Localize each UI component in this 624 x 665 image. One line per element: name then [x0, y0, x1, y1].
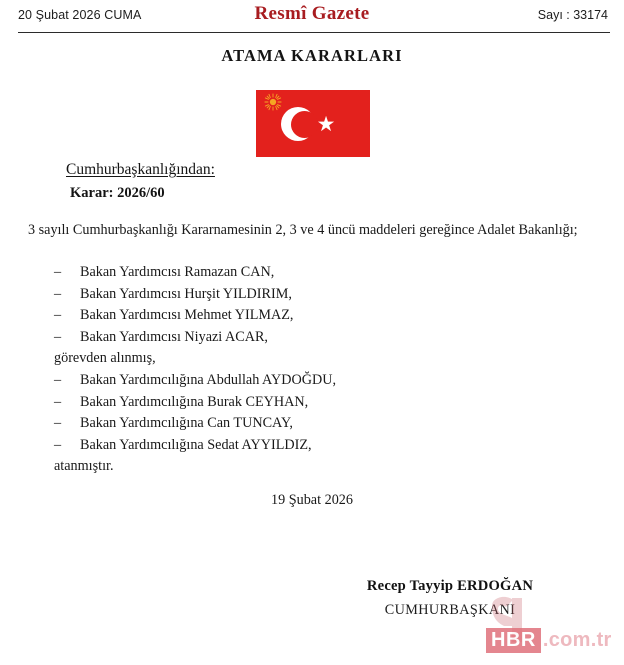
signatory-title: CUMHURBAŞKANI [384, 602, 516, 618]
list-item [28, 262, 596, 284]
list-item [28, 284, 596, 306]
watermark-text [486, 628, 612, 652]
masthead-issue-number: Sayı : 33174 [537, 8, 608, 22]
list-item-label: Bakan Yardımcısı Hurşit YILDIRIM, [80, 285, 292, 302]
list-item-dash: – [54, 393, 62, 410]
crescent-cutout [291, 111, 318, 138]
list-item-label: Bakan Yardımcılığına Burak CEYHAN, [80, 393, 309, 410]
masthead-date: 20 Şubat 2026 CUMA [18, 8, 142, 22]
list-item-label: Bakan Yardımcılığına Abdullah AYDOĞDU, [80, 371, 337, 388]
star-icon: ★ [316, 112, 336, 136]
list-item [28, 370, 596, 392]
list-item-label: Bakan Yardımcısı Niyazi ACAR, [80, 328, 268, 345]
appointment-list [28, 262, 596, 478]
list-item [28, 305, 596, 327]
decision-date: 19 Şubat 2026 [271, 492, 353, 508]
list-item-label: Bakan Yardımcısı Mehmet YILMAZ, [80, 307, 294, 324]
list-item [28, 413, 596, 435]
issuing-authority: Cumhurbaşkanlığından: [66, 161, 215, 178]
masthead-divider [18, 32, 610, 33]
list-continuation-line: görevden alınmış, [54, 350, 156, 367]
list-item [28, 435, 596, 457]
list-item-dash: – [54, 415, 62, 432]
sun-emblem-icon [264, 93, 282, 111]
masthead-title: Resmî Gazete [254, 3, 370, 24]
signatory-name: Recep Tayyip ERDOĞAN [366, 578, 534, 594]
body-paragraph: 3 sayılı Cumhurbaşkanlığı Kararnamesinin 2, 3 ve 4 üncü maddeleri gereğince Adalet Bakanlığı; [28, 222, 578, 238]
watermark-brand: HBR [486, 628, 541, 653]
list-item-dash: – [54, 264, 62, 280]
list-continuation-line: atanmıştır. [54, 458, 114, 475]
list-item [28, 392, 596, 414]
signature-block [320, 578, 580, 619]
list-item-label: Bakan Yardımcılığına Sedat AYYILDIZ, [80, 436, 312, 453]
flag-container [256, 90, 370, 157]
list-item [28, 327, 596, 349]
list-item-dash: – [54, 307, 62, 324]
list-item-dash: – [54, 371, 62, 388]
list-item-dash: – [54, 285, 62, 302]
list-item-dash: – [54, 328, 62, 345]
page-title: ATAMA KARARLARI [221, 46, 403, 65]
list-item-label: Bakan Yardımcısı Ramazan CAN, [80, 264, 275, 280]
masthead [0, 0, 624, 34]
decision-number: Karar: 2026/60 [70, 185, 165, 201]
list-item-dash: – [54, 436, 62, 453]
watermark-domain: .com.tr [542, 629, 612, 651]
turkish-flag-icon [256, 90, 370, 157]
list-item-label: Bakan Yardımcılığına Can TUNCAY, [80, 415, 293, 432]
